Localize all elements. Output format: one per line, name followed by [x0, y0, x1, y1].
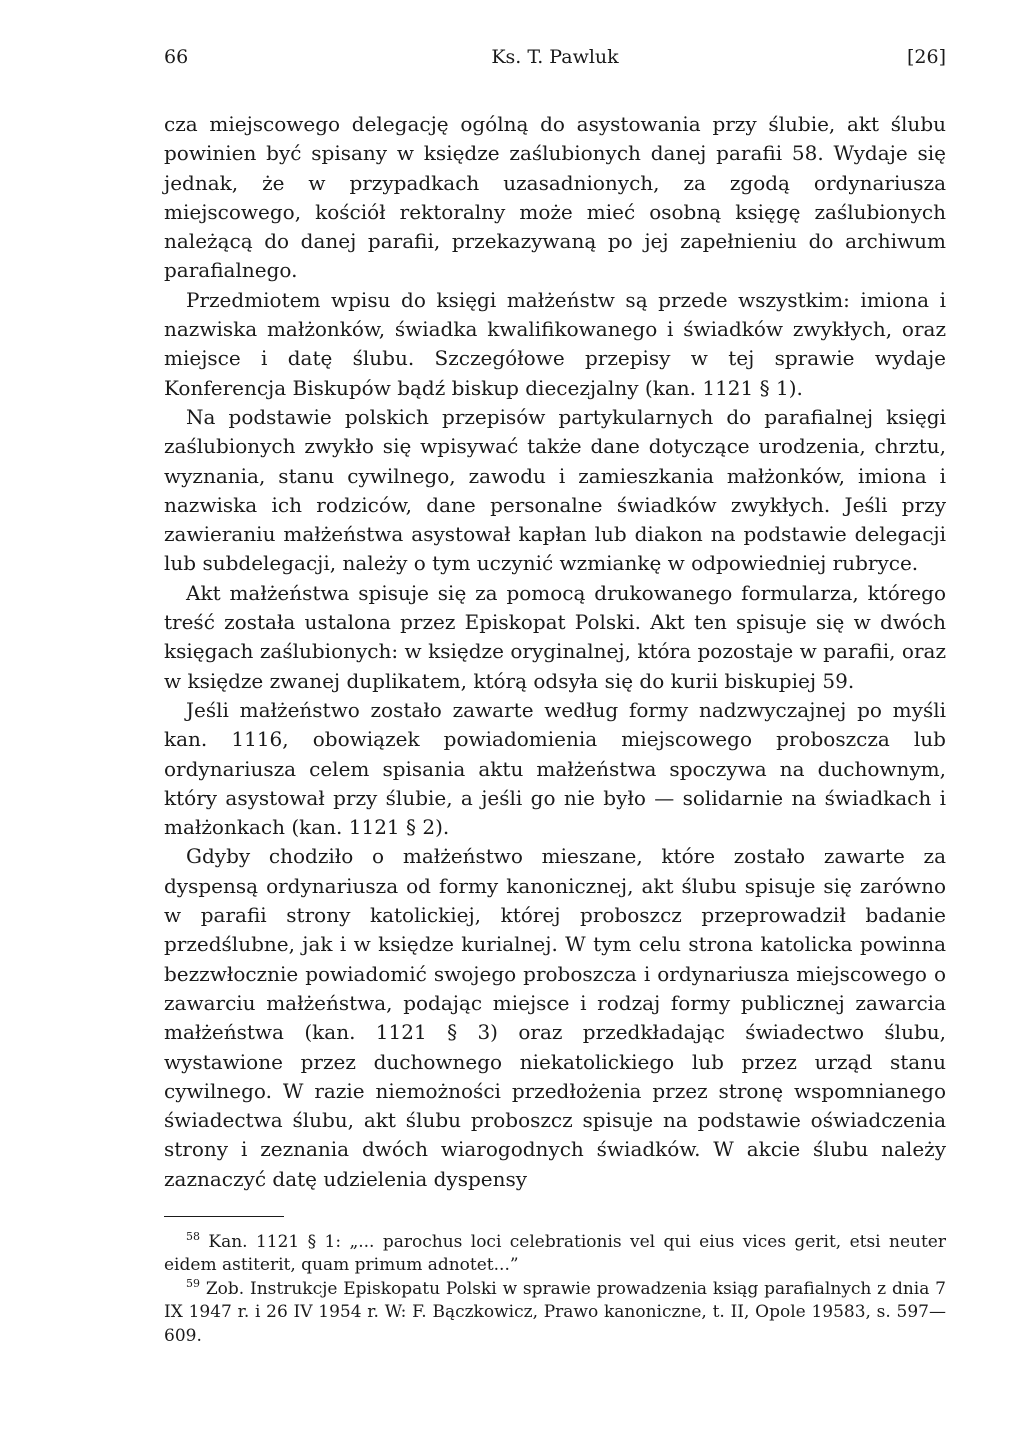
body-text	[164, 110, 946, 1194]
paragraph: Gdyby chodziło o małżeństwo mieszane, które zostało zawarte za dyspensą ordynariusza od formy kanonicznej, akt ślubu spisuje się zarówno w parafii strony katolickiej, której proboszcz przeprowadził badanie przedślubne, jak i w księdze kurialnej. W tym celu strona katolicka powinna bezzwłocznie powiadomić swojego proboszcza i ordynariusza miejscowego o zawarciu małżeństwa, podając miejsce i rodzaj formy publicznej zawarcia małżeństwa (kan. 1121 § 3) oraz przedkładając świadectwo ślubu, wystawione przez duchownego niekatolickiego lub przez urząd stanu cywilnego. W razie niemożności przedłożenia przez stronę wspomnianego świadectwa ślubu, akt ślubu proboszcz spisuje na podstawie oświadczenia strony i zeznania dwóch wiarogodnych świadków. W akcie ślubu należy zaznaczyć datę udzielenia dyspensy	[164, 844, 946, 1191]
section-ref: [26]	[906, 46, 946, 68]
page-number: 66	[164, 46, 189, 68]
footnote	[164, 1231, 946, 1278]
paragraph: cza miejscowego delegację ogólną do asystowania przy ślubie, akt ślubu powinien być spisany w księdze zaślubionych danej parafii 58. Wydaje się jednak, że w przypadkach uzasadnionych, za zgodą ordynariusza miejscowego, kościół rektoralny może mieć osobną księgę zaślubionych należącą do danej parafii, przekazywaną po jej zapełnieniu do archiwum parafialnego.	[164, 112, 946, 283]
running-title: Ks. T. Pawluk	[491, 46, 619, 68]
footnote-marker: 58	[186, 1229, 200, 1243]
footnote-text: Zob. Instrukcje Episkopatu Polski w sprawie prowadzenia ksiąg parafialnych z dnia 7 IX 1947 r. i 26 IV 1954 r. W: F. Bączkowicz, Prawo kanoniczne, t. II, Opole 19583, s. 597—609.	[164, 1278, 946, 1346]
footnote	[164, 1278, 946, 1349]
footnote-marker: 59	[186, 1276, 200, 1290]
paragraph: Na podstawie polskich przepisów partykularnych do parafialnej księgi zaślubionych zwykło się wpisywać także dane dotyczące urodzenia, chrztu, wyznania, stanu cywilnego, zawodu i zamieszkania małżonków, imiona i nazwiska ich rodziców, dane personalne świadków zwykłych. Jeśli przy zawieraniu małżeństwa asystował kapłan lub diakon na podstawie delegacji lub subdelegacji, należy o tym uczynić wzmiankę w odpowiedniej rubryce.	[164, 404, 946, 576]
paragraph: Jeśli małżeństwo zostało zawarte według formy nadzwyczajnej po myśli kan. 1116, obowiązek powiadomienia miejscowego proboszcza lub ordynariusza celem spisania aktu małżeństwa spoczywa na duchownym, który asystował przy ślubie, a jeśli go nie było — solidarnie na świadkach i małżonkach (kan. 1121 § 2).	[164, 697, 946, 840]
page	[164, 40, 946, 1348]
paragraph: Przedmiotem wpisu do księgi małżeństw są przede wszystkim: imiona i nazwiska małżonków, świadka kwalifikowanego i świadków zwykłych, oraz miejsce i datę ślubu. Szczegółowe przepisy w tej sprawie wydaje Konferencja Biskupów bądź biskup diecezjalny (kan. 1121 § 1).	[164, 287, 946, 400]
paragraph: Akt małżeństwa spisuje się za pomocą drukowanego formularza, którego treść została ustalona przez Episkopat Polski. Akt ten spisuje się w dwóch księgach zaślubionych: w księdze oryginalnej, która pozostaje w parafii, oraz w księdze zwanej duplikatem, którą odsyła się do kurii biskupiej 59.	[164, 580, 946, 693]
footnote-text: Kan. 1121 § 1: „... parochus loci celebrationis vel qui eius vices gerit, etsi neuter eidem astiterit, quam primum adnotet...”	[164, 1231, 946, 1276]
footnotes	[164, 1231, 946, 1349]
running-header	[164, 40, 946, 74]
footnote-divider	[164, 1216, 284, 1217]
